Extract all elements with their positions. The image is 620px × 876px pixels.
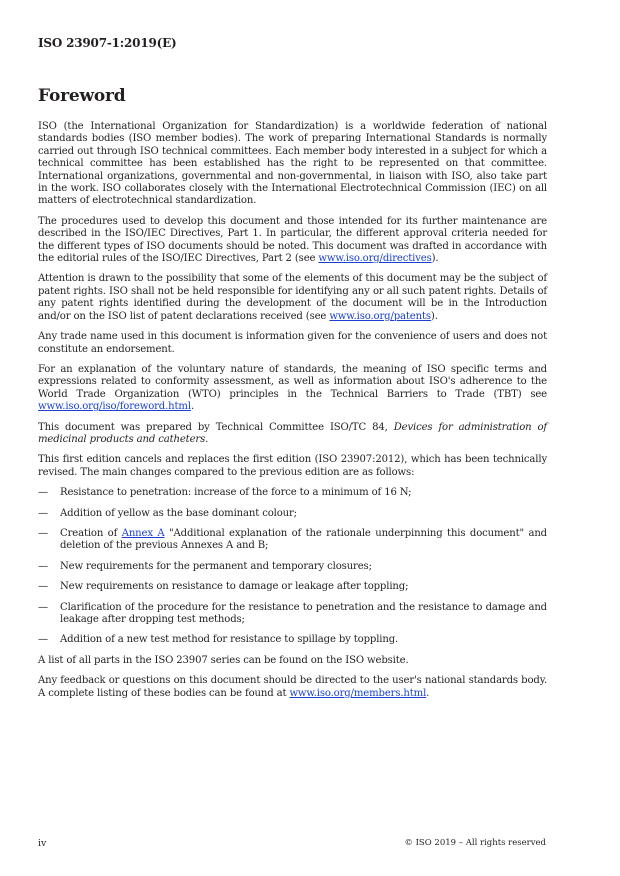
list-item: — Resistance to penetration: increase of the force to a minimum of 16 N; (38, 487, 412, 499)
paragraph-procedures: The procedures used to develop this document and those intended for its further maintenance are described in the ISO/IEC Directives, Part 1. In particular, the different approval criteria needed for the different types of ISO documents should be noted. This document was drafted in accordance with the editorial rules of the ISO/IEC Directives, Part 2 (see www.iso.org/directives). (38, 215, 547, 265)
dash-bullet: — (38, 601, 48, 613)
page-title: Foreword (38, 86, 126, 106)
list-item: — New requirements for the permanent and temporary closures; (38, 560, 372, 572)
paragraph-committee: This document was prepared by Technical Committee ISO/TC 84, Devices for administration of medicinal products and catheters. (38, 421, 547, 445)
copyright-notice: © ISO 2019 – All rights reserved (404, 838, 546, 848)
link-members[interactable]: www.iso.org/members.html (289, 687, 427, 699)
changes-list (38, 487, 547, 647)
paragraph-trade-name: Any trade name used in this document is information given for the convenience of users and does not constitute an endorsement. (38, 331, 547, 355)
list-item: — New requirements on resistance to damage or leakage after toppling; (38, 581, 409, 593)
link-foreword[interactable]: www.iso.org/iso/foreword.html (38, 401, 191, 413)
paragraph-voluntary-nature: For an explanation of the voluntary nature of standards, the meaning of ISO specific terms and expressions related to conformity assessment, as well as information about ISO's adherence to the World Trade Organization (WTO) principles in the Technical Barriers to Trade (TBT) see www.iso.org/iso/foreword.html. (38, 363, 547, 413)
committee-title: Devices for administration of medicinal products and catheters (38, 421, 547, 445)
list-item: — Addition of yellow as the base dominant colour; (38, 507, 297, 519)
list-item: — Creation of Annex A "Additional explanation of the rationale underpinning this document" and deletion of the previous Annexes A and B; (38, 527, 547, 552)
paragraph-series: A list of all parts in the ISO 23907 series can be found on the ISO website. (38, 654, 409, 666)
page-number: iv (38, 838, 47, 849)
dash-bullet: — (38, 634, 48, 646)
link-annex-a[interactable]: Annex A (121, 527, 165, 539)
link-patents[interactable]: www.iso.org/patents (329, 310, 431, 322)
paragraph-patents: Attention is drawn to the possibility that some of the elements of this document may be the subject of patent rights. ISO shall not be held responsible for identifying any or all such patent rights. Details of any patent rights identified during the development of the document will be in the Introduction and/or on the ISO list of patent declarations received (see www.iso.org/patents). (38, 273, 547, 322)
paragraph-feedback: Any feedback or questions on this document should be directed to the user's national standards body. A complete listing of these bodies can be found at www.iso.org/members.html. (38, 675, 547, 699)
paragraph-iso-intro: ISO (the International Organization for Standardization) is a worldwide federation of national standards bodies (ISO member bodies). The work of preparing International Standards is normally carried out through ISO technical committees. Each member body interested in a subject for which a technical committee has been established has the right to be represented on that committee. International organizations, governmental and non-governmental, in liaison with ISO, also take part in the work. ISO collaborates closely with the International Electrotechnical Commission (IEC) on all matters of electrotechnical standardization. (38, 121, 547, 207)
list-item: — Clarification of the procedure for the resistance to penetration and the resistance to damage and leakage after dropping test methods; (38, 601, 547, 625)
list-item: — Addition of a new test method for resistance to spillage by toppling. (38, 634, 399, 646)
dash-bullet: — (38, 487, 48, 499)
dash-bullet: — (38, 527, 48, 539)
foreword-body (38, 121, 547, 708)
dash-bullet: — (38, 507, 48, 519)
link-directives[interactable]: www.iso.org/directives (318, 253, 432, 265)
document-id-header: ISO 23907-1:2019(E) (38, 36, 177, 50)
dash-bullet: — (38, 560, 48, 572)
paragraph-edition: This first edition cancels and replaces the first edition (ISO 23907:2012), which has been technically revised. The main changes compared to the previous edition are as follows: (38, 454, 547, 478)
dash-bullet: — (38, 581, 48, 593)
